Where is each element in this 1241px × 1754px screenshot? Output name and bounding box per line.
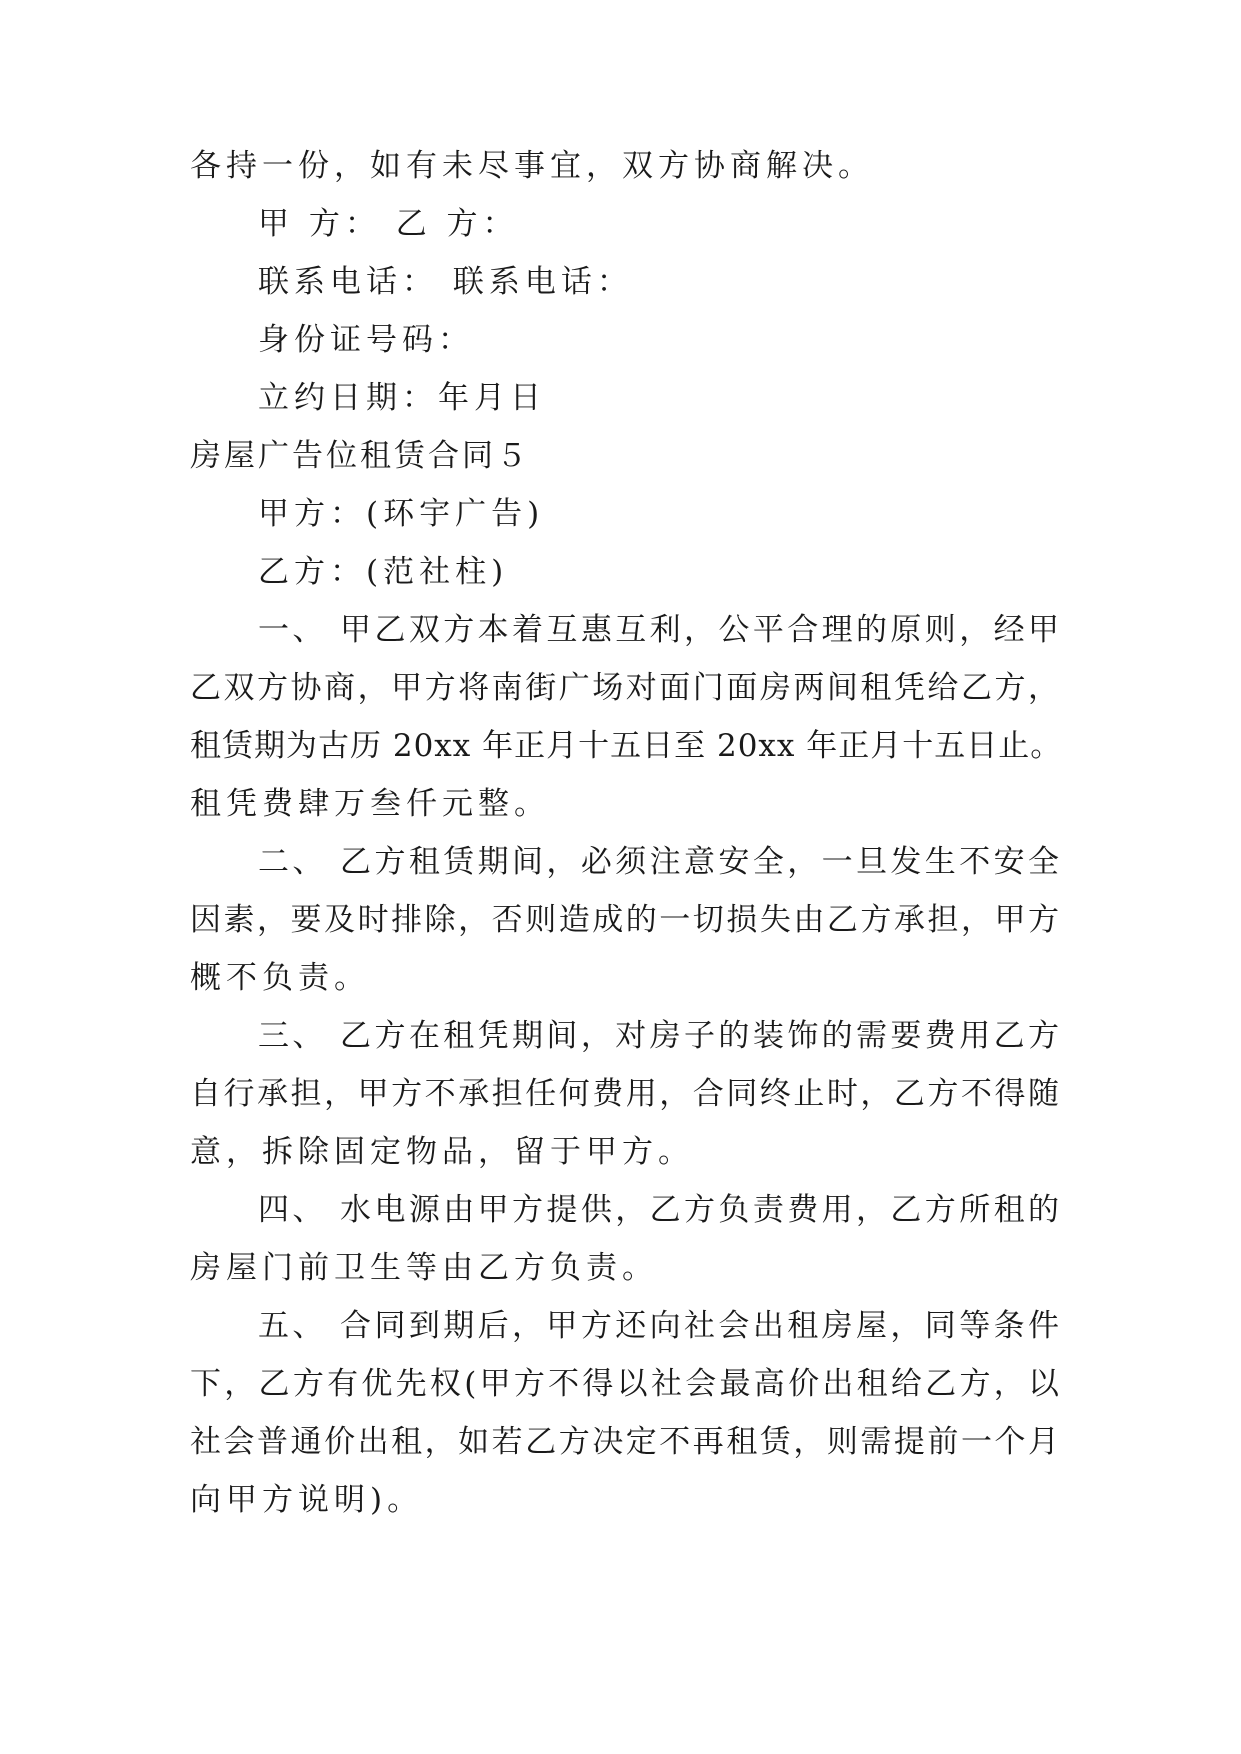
clause-5-line-3: 社会普通价出租，如若乙方决定不再租赁，则需提前一个月: [190, 1424, 1060, 1460]
text-line-1: 各持一份，如有未尽事宜，双方协商解决。: [190, 148, 874, 184]
clause-1-line-4: 租凭费肆万叁仟元整。: [190, 786, 550, 822]
clause-2-line-2: 因素，要及时排除，否则造成的一切损失由乙方承担，甲方: [190, 902, 1060, 938]
clause-5-line-4: 向甲方说明)。: [190, 1482, 424, 1518]
clause-5-line-2: 下，乙方有优先权(甲方不得以社会最高价出租给乙方，以: [190, 1366, 1060, 1402]
clause-2-line-1: 二、 乙方租赁期间，必须注意安全，一旦发生不安全: [258, 844, 1060, 880]
clause-3-line-3: 意，拆除固定物品，留于甲方。: [190, 1134, 694, 1170]
clause-4-line-1: 四、 水电源由甲方提供，乙方负责费用，乙方所租的: [258, 1192, 1060, 1228]
signature-party-line: 甲 方： 乙 方：: [258, 206, 519, 242]
clause-3-line-1: 三、 乙方在租凭期间，对房子的装饰的需要费用乙方: [258, 1018, 1060, 1054]
party-b-line: 乙方：(范社柱): [258, 554, 509, 590]
clause-3-line-2: 自行承担，甲方不承担任何费用，合同终止时，乙方不得随: [190, 1076, 1060, 1112]
clause-1-line-2: 乙双方协商，甲方将南街广场对面门面房两间租凭给乙方，: [190, 670, 1060, 706]
clause-2-line-3: 概不负责。: [190, 960, 370, 996]
clause-1-line-1: 一、 甲乙双方本着互惠互利，公平合理的原则，经甲: [258, 612, 1060, 648]
party-a-line: 甲方：(环宇广告): [258, 496, 545, 532]
section-title: 房屋广告位租赁合同５: [190, 438, 530, 474]
signature-id-line: 身份证号码：: [258, 322, 474, 358]
signature-date-line: 立约日期：年月日: [258, 380, 546, 416]
clause-5-line-1: 五、 合同到期后，甲方还向社会出租房屋，同等条件: [258, 1308, 1060, 1344]
clause-4-line-2: 房屋门前卫生等由乙方负责。: [190, 1250, 658, 1286]
clause-1-line-3: 租赁期为古历 20xx 年正月十五日至 20xx 年正月十五日止。: [190, 728, 1063, 764]
signature-phone-line: 联系电话： 联系电话：: [258, 264, 633, 300]
